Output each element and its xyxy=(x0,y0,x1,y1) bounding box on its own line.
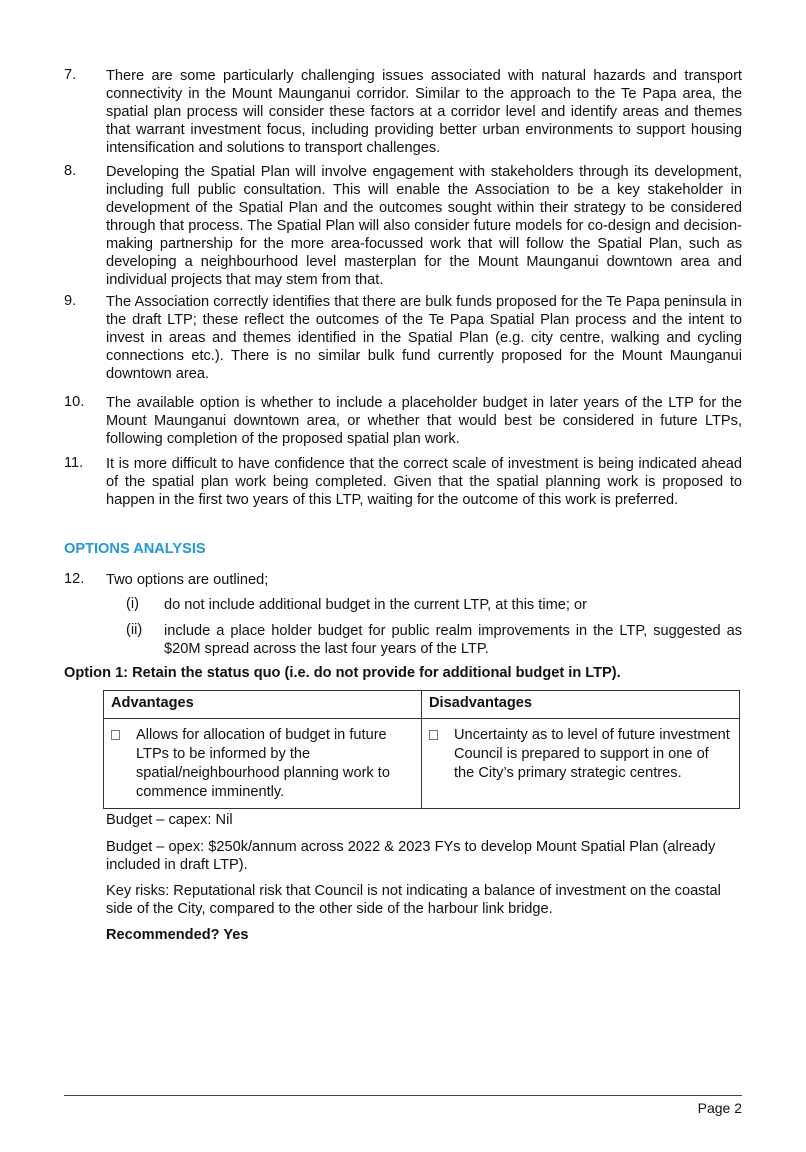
page-number: Page 2 xyxy=(697,1100,742,1116)
option-subitem-ii xyxy=(106,622,742,658)
paragraph-9 xyxy=(64,293,742,383)
budget-opex: Budget – opex: $250k/annum across 2022 & 2023 FYs to develop Mount Spatial Plan (already included in draft LTP). xyxy=(106,839,716,873)
paragraph-text: There are some particularly challenging issues associated with natural hazards and transport connectivity in the Mount Maunganui corridor. Similar to the approach to the Te Papa area, the spatial plan process will consider these factors at a corridor level and identify areas and themes that warrant investment focus, including providing better urban environments to support housing intensification and solutions to transport challenges. xyxy=(106,68,742,156)
options-analysis-heading: OPTIONS ANALYSIS xyxy=(64,541,206,557)
advantage-cell xyxy=(104,719,422,809)
paragraph-11 xyxy=(64,455,742,509)
budget-capex: Budget – capex: Nil xyxy=(106,812,233,828)
paragraph-number: 11. xyxy=(64,455,84,471)
recommended: Recommended? Yes xyxy=(106,927,249,943)
table-header-row xyxy=(104,691,740,719)
paragraph-12 xyxy=(64,571,742,589)
advantages-header: Advantages xyxy=(104,691,422,719)
disadvantage-text: Uncertainty as to level of future investment Council is prepared to support in one of the City’s primary strategic centres. xyxy=(454,727,730,781)
paragraph-text: Two options are outlined; xyxy=(106,572,269,588)
disadvantage-cell xyxy=(422,719,740,809)
paragraph-text: The Association correctly identifies that there are bulk funds proposed for the Te Papa peninsula in the draft LTP; these reflect the outcomes of the Te Papa Spatial Plan process and the intent to invest in areas and themes identified in the Spatial Plan (e.g. city centre, walking and cycling connections etc.). There is no similar bulk fund currently proposed for the Mount Maunganui downtown area. xyxy=(106,294,742,382)
paragraph-text: Developing the Spatial Plan will involve engagement with stakeholders through its development, including full public consultation. This will enable the Association to be a key stakeholder in development of the Spatial Plan and the outcomes sought within their strategy to be considered through that process. The Spatial Plan will also consider future models for co-design and decision-making partnership for the more area-focussed work that will follow the Spatial Plan, such as developing a neighbourhood level masterplan for the Mount Maunganui downtown area and individual projects that may stem from that. xyxy=(106,164,742,288)
paragraph-8 xyxy=(64,163,742,289)
option-subitem-i xyxy=(106,596,742,614)
subitem-number: (i) xyxy=(126,596,139,612)
paragraph-10 xyxy=(64,394,742,448)
key-risks: Key risks: Reputational risk that Council is not indicating a balance of investment on the coastal side of the City, compared to the other side of the harbour link bridge. xyxy=(106,883,721,917)
advantage-text: Allows for allocation of budget in future LTPs to be informed by the spatial/neighbourhood planning work to commence imminently. xyxy=(136,727,390,800)
paragraph-number: 7. xyxy=(64,67,77,83)
advantages-disadvantages-table xyxy=(103,690,740,809)
paragraph-number: 9. xyxy=(64,293,77,309)
paragraph-number: 12. xyxy=(64,571,85,587)
bullet-box-icon xyxy=(429,730,438,740)
subitem-text: do not include additional budget in the current LTP, at this time; or xyxy=(164,597,587,613)
paragraph-text: It is more difficult to have confidence that the correct scale of investment is being indicated ahead of the spatial plan work being completed. Given that the spatial planning work is proposed to happen in the first two years of this LTP, waiting for the outcome of this work is preferred. xyxy=(106,456,742,508)
disadvantages-header: Disadvantages xyxy=(422,691,740,719)
option-1-title: Option 1: Retain the status quo (i.e. do not provide for additional budget in LTP). xyxy=(64,665,621,681)
paragraph-7 xyxy=(64,67,742,157)
paragraph-number: 8. xyxy=(64,163,77,179)
bullet-box-icon xyxy=(111,730,120,740)
subitem-number: (ii) xyxy=(126,622,143,638)
paragraph-number: 10. xyxy=(64,394,85,410)
subitem-text: include a place holder budget for public realm improvements in the LTP, suggested as $20M spread across the last four years of the LTP. xyxy=(164,623,742,657)
paragraph-text: The available option is whether to include a placeholder budget in later years of the LTP for the Mount Maunganui downtown area, or whether that would best be considered in future LTPs, following completion of the proposed spatial plan work. xyxy=(106,395,742,447)
footer-divider xyxy=(64,1095,742,1096)
table-row xyxy=(104,719,740,809)
